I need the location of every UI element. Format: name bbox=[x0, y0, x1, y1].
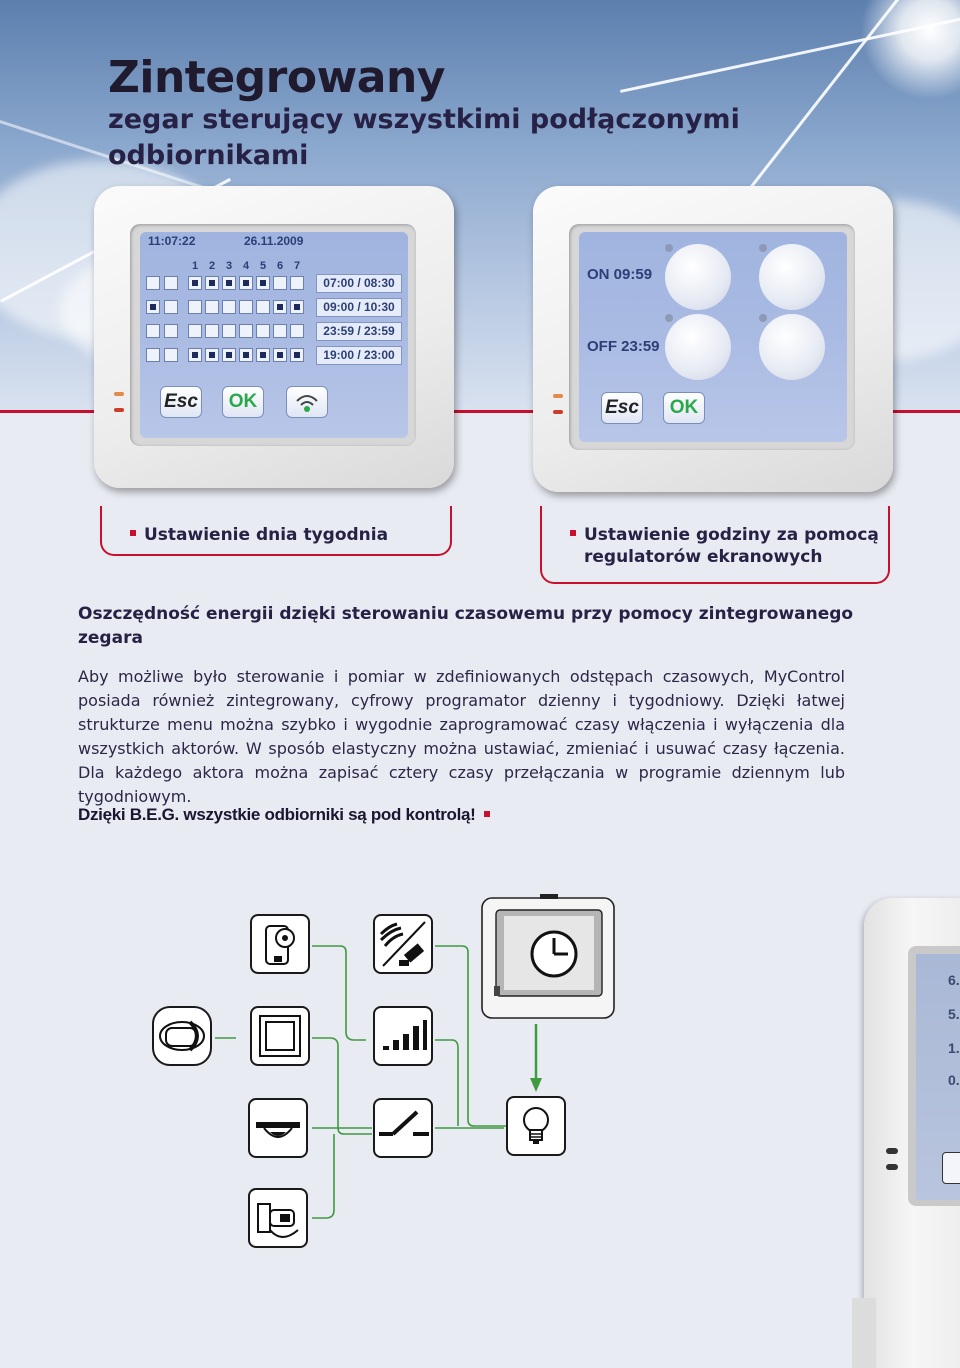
section-body: Aby możliwe było sterowanie i pomiar w zdefiniowanych odstępach czasowych, MyControl posiada również zintegrowany, cyfrowy programator dzienny i tygodniowy. Dzięki łatwej strukturze menu można szybko i wygodnie zaprogramować czasy włączenia i wyłączenia dla wszystkich aktorów. W sposób elastyczny można ustawiać, zmieniać i usuwać czasy łączenia. Dla każdego aktora można zapisać cztery czasy przełączania w programie dziennym lub tygodniowym. bbox=[78, 667, 845, 806]
day-checkbox[interactable] bbox=[164, 276, 178, 290]
day-checkbox[interactable] bbox=[164, 300, 178, 314]
blind-motor-icon bbox=[152, 1006, 212, 1066]
time-knob-1[interactable] bbox=[665, 244, 731, 310]
time-slot-3[interactable]: 23:59 / 23:59 bbox=[316, 322, 402, 341]
day-checkbox[interactable] bbox=[239, 300, 253, 314]
caption-left: Ustawienie dnia tygodnia bbox=[130, 524, 430, 546]
time-knob-3[interactable] bbox=[665, 314, 731, 380]
time-knob-2[interactable] bbox=[759, 244, 825, 310]
day-checkbox[interactable] bbox=[239, 276, 253, 290]
ceiling-sensor-icon bbox=[248, 1098, 308, 1158]
day-checkbox[interactable] bbox=[146, 300, 160, 314]
esc-button[interactable]: Esc bbox=[160, 386, 202, 418]
day-checkbox[interactable] bbox=[146, 348, 160, 362]
light-bulb-icon bbox=[506, 1096, 566, 1156]
caption-right: Ustawienie godziny za pomocą regulatorów ekranowych bbox=[570, 524, 884, 568]
day-checkbox[interactable] bbox=[205, 300, 219, 314]
day-checkbox[interactable] bbox=[164, 348, 178, 362]
closing-line: Dzięki B.E.G. wszystkie odbiorniki są pod kontrolą! bbox=[78, 805, 498, 825]
day-checkbox[interactable] bbox=[256, 300, 270, 314]
day-checkbox[interactable] bbox=[256, 324, 270, 338]
day-checkbox[interactable] bbox=[188, 348, 202, 362]
brand-name: B.E.G. bbox=[129, 805, 179, 824]
day-checkbox[interactable] bbox=[146, 324, 160, 338]
day-checkbox[interactable] bbox=[188, 276, 202, 290]
device-edge-photo: 6. 5. 1. 0. bbox=[864, 898, 960, 1368]
day-checkbox[interactable] bbox=[273, 300, 287, 314]
day-checkbox[interactable] bbox=[222, 276, 236, 290]
day-checkbox[interactable] bbox=[188, 324, 202, 338]
day-checkbox[interactable] bbox=[290, 348, 304, 362]
remote-signal-icon bbox=[373, 914, 433, 974]
day-checkbox[interactable] bbox=[205, 348, 219, 362]
day-checkbox[interactable] bbox=[273, 276, 287, 290]
ok-button-2[interactable]: OK bbox=[663, 392, 705, 424]
thermostat-device-week bbox=[94, 186, 454, 488]
day-checkbox[interactable] bbox=[256, 276, 270, 290]
page-title: Zintegrowany bbox=[108, 52, 445, 103]
section-title: Oszczędność energii dzięki sterowaniu czasowemu przy pomocy zintegrowanego zegara bbox=[78, 604, 854, 648]
day-checkbox[interactable] bbox=[273, 324, 287, 338]
time-slot-4[interactable]: 19:00 / 23:00 bbox=[316, 346, 402, 365]
wireless-button[interactable] bbox=[286, 386, 328, 418]
day-checkbox[interactable] bbox=[290, 324, 304, 338]
day-checkbox[interactable] bbox=[146, 276, 160, 290]
day-checkbox[interactable] bbox=[222, 324, 236, 338]
day-checkbox[interactable] bbox=[290, 300, 304, 314]
day-checkbox[interactable] bbox=[239, 348, 253, 362]
off-time-label: OFF 23:59 bbox=[587, 338, 660, 355]
on-time-label: ON 09:59 bbox=[587, 266, 653, 283]
day-checkbox[interactable] bbox=[222, 300, 236, 314]
esc-button-2[interactable]: Esc bbox=[601, 392, 643, 424]
time-slot-1[interactable]: 07:00 / 08:30 bbox=[316, 274, 402, 293]
device-screen-time bbox=[579, 232, 847, 442]
day-checkbox[interactable] bbox=[164, 324, 178, 338]
clock-time: 11:07:22 bbox=[148, 234, 196, 248]
day-checkbox[interactable] bbox=[205, 276, 219, 290]
ok-button[interactable]: OK bbox=[222, 386, 264, 418]
day-checkbox[interactable] bbox=[205, 324, 219, 338]
thermostat-device-time bbox=[533, 186, 893, 492]
day-checkbox[interactable] bbox=[188, 300, 202, 314]
switch-contact-icon bbox=[373, 1098, 433, 1158]
motion-detector-icon bbox=[248, 1188, 308, 1248]
time-slot-2[interactable]: 09:00 / 10:30 bbox=[316, 298, 402, 317]
time-knob-4[interactable] bbox=[759, 314, 825, 380]
wall-switch-icon bbox=[250, 1006, 310, 1066]
day-checkbox[interactable] bbox=[273, 348, 287, 362]
device-screen-week: 11:07:22 26.11.2009 1 2 3 4 5 6 7 07:00 / 08:30 09:00 / 10:30 23:59 / 23:59 19:00 / 23:00 Esc OK bbox=[140, 232, 408, 438]
page-subtitle: zegar sterujący wszystkimi podłączonymi odbiornikami bbox=[108, 104, 740, 171]
plug-adapter-icon bbox=[250, 914, 310, 974]
day-checkbox[interactable] bbox=[222, 348, 236, 362]
day-checkbox[interactable] bbox=[290, 276, 304, 290]
wireless-icon bbox=[287, 387, 327, 417]
day-checkbox[interactable] bbox=[239, 324, 253, 338]
clock-date: 26.11.2009 bbox=[244, 234, 304, 248]
clock-device-icon bbox=[478, 890, 618, 1024]
day-checkbox[interactable] bbox=[256, 348, 270, 362]
signal-strength-icon bbox=[373, 1006, 433, 1066]
